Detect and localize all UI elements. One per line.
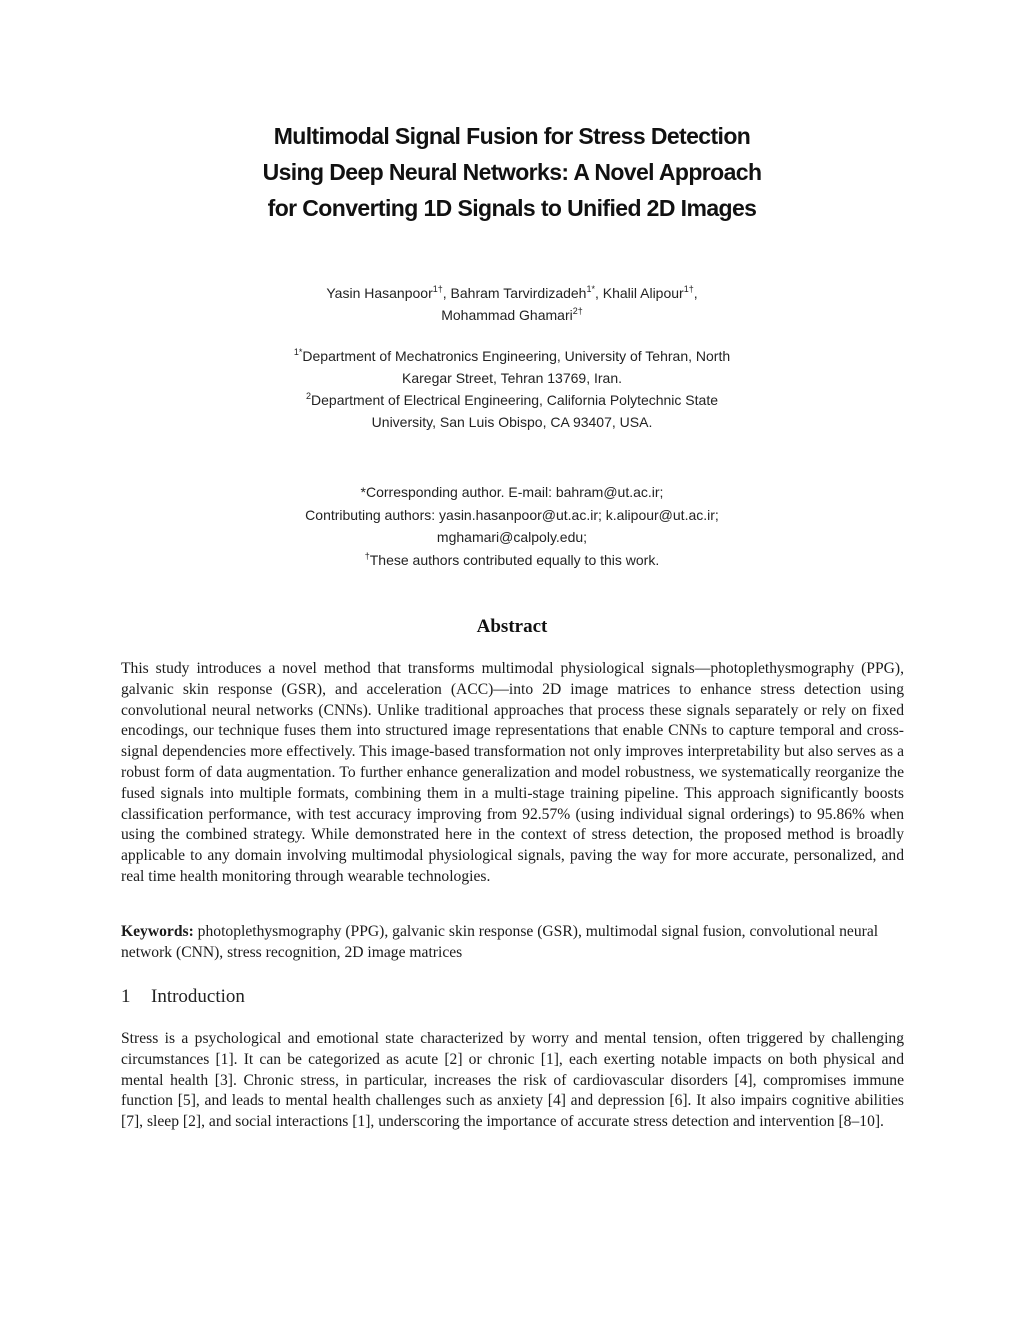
affiliation-1-line-2: Karegar Street, Tehran 13769, Iran. [402, 370, 622, 386]
paper-title [0, 118, 1024, 226]
introduction-text: Stress is a psychological and emotional state characterized by worry and mental tension, often triggered by challenging circumstances [1]. It can be categorized as acute [2] or chronic [1], each exerting notable impacts on both physical and mental health [3]. Chronic stress, in particular, increases the risk of cardiovascular disorders [4], compromises immune function [5], and leads to mental health challenges such as anxiety [4] and depression [6]. It also impairs cognitive abilities [7], sleep [2], and social interactions [1], underscoring the importance of accurate stress detection and intervention [8–10]. [121, 1030, 904, 1131]
affiliation-text: Department of Electrical Engineering, California Polytechnic State [311, 392, 718, 408]
keywords-text: photoplethysmography (PPG), galvanic skin response (GSR), multimodal signal fusion, convolutional neural network (CNN), stress recognition, 2D image matrices [121, 923, 879, 961]
affiliation-mark: 1* [293, 347, 303, 357]
affiliation-text: Department of Mechatronics Engineering, University of Tehran, North [302, 348, 731, 364]
title-line-3: for Converting 1D Signals to Unified 2D Images [267, 195, 757, 221]
affiliation-2-line-1 [0, 389, 1024, 411]
keywords [121, 922, 904, 964]
affiliations [0, 345, 1024, 433]
contributing-authors-cont: mghamari@calpoly.edu; [436, 529, 588, 545]
author-name: Yasin Hasanpoor [326, 285, 433, 301]
author-mark: 2† [572, 306, 583, 316]
affiliation-1-line-1 [0, 345, 1024, 367]
equal-contribution-note [0, 549, 1024, 572]
affiliation-mark: 2 [306, 391, 312, 401]
authors-line-1: Yasin Hasanpoor$^{1\dagger}$, Bahram Tarvirdizadeh$^{1*}$, Khalil Alipour$^{1\dagger}$, [326, 284, 698, 301]
contact-info [0, 481, 1024, 571]
title-line-1: Multimodal Signal Fusion for Stress Detection [273, 123, 751, 149]
abstract-heading: Abstract [476, 616, 548, 637]
author-mark: 1† [683, 284, 694, 294]
author-name: Khalil Alipour [602, 285, 684, 301]
corresponding-author: *Corresponding author. E-mail: bahram@ut.ac.ir; [360, 484, 664, 500]
abstract-text: This study introduces a novel method that transforms multimodal physiological signals—photoplethysmography (PPG), galvanic skin response (GSR), and acceleration (ACC)—into 2D image matrices to enhance stress detection using convolutional neural networks (CNNs). Unlike traditional approaches that process these signals separately or rely on fixed encodings, our technique fuses them into structured image representations that enable CNNs to capture temporal and cross-signal dependencies more effectively. This image-based transformation not only improves interpretability but also serves as a robust form of data augmentation. To further enhance generalization and model robustness, we systematically reorganize the fused signals into multiple formats, combining them in a multi-stage training pipeline. This approach significantly boosts classification performance, with test accuracy improving from 92.57% (using individual signal orderings) to 95.86% when using the combined strategy. While demonstrated here in the context of stress detection, the proposed method is broadly applicable to any domain involving multimodal physiological signals, paving the way for more accurate, personalized, and real time health monitoring through wearable technologies. [121, 660, 904, 885]
author-mark: 1* [586, 284, 595, 294]
contributing-authors: Contributing authors: yasin.hasanpoor@ut.ac.ir; k.alipour@ut.ac.ir; [305, 506, 719, 523]
authors-line-2 [0, 304, 1024, 326]
section-title: Introduction [151, 986, 245, 1007]
section-number: 1 [121, 986, 131, 1007]
author-name: Bahram Tarvirdizadeh [450, 285, 587, 301]
note-mark: † [364, 550, 370, 561]
title-line-2: Using Deep Neural Networks: A Novel Approach [262, 159, 762, 185]
affiliation-2-line-2: University, San Luis Obispo, CA 93407, USA. [371, 414, 653, 430]
author-mark: 1† [432, 284, 443, 294]
note-text: These authors contributed equally to this work. [369, 551, 660, 568]
author-name: Mohammad Ghamari [441, 307, 573, 323]
keywords-label: Keywords: [121, 923, 194, 940]
section-heading-introduction [121, 984, 245, 1010]
author-list [0, 282, 1024, 326]
